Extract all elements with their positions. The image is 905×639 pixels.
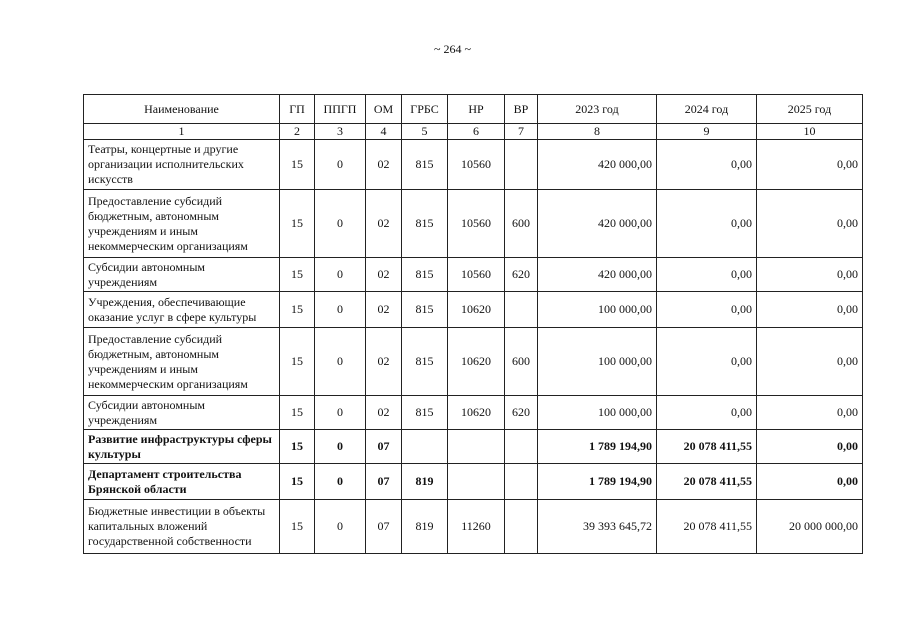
- cell-gp: 15: [280, 190, 315, 258]
- cell-2023: 420 000,00: [538, 190, 657, 258]
- cell-2025: 20 000 000,00: [757, 500, 863, 554]
- cell-grbs: 815: [402, 396, 448, 430]
- table-row: [84, 258, 863, 292]
- table-row: [84, 292, 863, 328]
- cell-grbs: 815: [402, 292, 448, 328]
- cell-nr: 10620: [448, 292, 505, 328]
- cell-2023: 420 000,00: [538, 258, 657, 292]
- cell-2023: 39 393 645,72: [538, 500, 657, 554]
- cell-vr: [505, 430, 538, 464]
- cell-om: 02: [366, 292, 402, 328]
- cell-vr: 620: [505, 258, 538, 292]
- cell-ppgp: 0: [315, 500, 366, 554]
- table-row: [84, 328, 863, 396]
- cell-grbs: [402, 430, 448, 464]
- page-number: ~ 264 ~: [434, 42, 471, 56]
- cell-name: Предоставление субсидий бюджетным, автономным учреждениям и иным некоммерческим организациям: [84, 190, 280, 258]
- cell-ppgp: 0: [315, 258, 366, 292]
- cell-2024: 20 078 411,55: [657, 430, 757, 464]
- cell-grbs: 815: [402, 190, 448, 258]
- cell-name: Департамент строительства Брянской области: [84, 464, 280, 500]
- header-row: [84, 95, 863, 124]
- header-2025: 2025 год: [757, 95, 863, 124]
- table-row: [84, 500, 863, 554]
- column-number-row: [84, 124, 863, 140]
- cell-2024: 0,00: [657, 328, 757, 396]
- cell-nr: 10620: [448, 396, 505, 430]
- column-number: 6: [448, 124, 505, 140]
- cell-ppgp: 0: [315, 292, 366, 328]
- column-number: 7: [505, 124, 538, 140]
- cell-2024: 0,00: [657, 292, 757, 328]
- cell-2024: 0,00: [657, 396, 757, 430]
- cell-2025: 0,00: [757, 292, 863, 328]
- header-nr: НР: [448, 95, 505, 124]
- header-name: Наименование: [84, 95, 280, 124]
- column-number: 4: [366, 124, 402, 140]
- cell-2024: 0,00: [657, 258, 757, 292]
- cell-nr: [448, 464, 505, 500]
- cell-om: 07: [366, 430, 402, 464]
- column-number: 8: [538, 124, 657, 140]
- table-row: [84, 430, 863, 464]
- cell-gp: 15: [280, 500, 315, 554]
- cell-nr: 10620: [448, 328, 505, 396]
- cell-om: 02: [366, 190, 402, 258]
- cell-2025: 0,00: [757, 140, 863, 190]
- cell-name: Субсидии автономным учреждениям: [84, 258, 280, 292]
- cell-gp: 15: [280, 328, 315, 396]
- budget-table: [83, 94, 863, 554]
- column-number: 5: [402, 124, 448, 140]
- cell-name: Театры, концертные и другие организации исполнительских искусств: [84, 140, 280, 190]
- cell-vr: 600: [505, 328, 538, 396]
- cell-2024: 20 078 411,55: [657, 464, 757, 500]
- cell-2025: 0,00: [757, 464, 863, 500]
- cell-2025: 0,00: [757, 190, 863, 258]
- table-row: [84, 464, 863, 500]
- cell-grbs: 815: [402, 258, 448, 292]
- cell-nr: 11260: [448, 500, 505, 554]
- header-om: ОМ: [366, 95, 402, 124]
- cell-om: 02: [366, 396, 402, 430]
- cell-ppgp: 0: [315, 328, 366, 396]
- cell-2023: 1 789 194,90: [538, 464, 657, 500]
- cell-grbs: 819: [402, 500, 448, 554]
- cell-om: 07: [366, 500, 402, 554]
- cell-ppgp: 0: [315, 190, 366, 258]
- cell-gp: 15: [280, 396, 315, 430]
- cell-2024: 0,00: [657, 140, 757, 190]
- cell-grbs: 815: [402, 140, 448, 190]
- header-vr: ВР: [505, 95, 538, 124]
- cell-2023: 100 000,00: [538, 328, 657, 396]
- cell-gp: 15: [280, 464, 315, 500]
- header-2024: 2024 год: [657, 95, 757, 124]
- cell-ppgp: 0: [315, 140, 366, 190]
- cell-2025: 0,00: [757, 396, 863, 430]
- cell-gp: 15: [280, 258, 315, 292]
- cell-vr: 620: [505, 396, 538, 430]
- cell-name: Субсидии автономным учреждениям: [84, 396, 280, 430]
- cell-name: Учреждения, обеспечивающие оказание услуг в сфере культуры: [84, 292, 280, 328]
- cell-ppgp: 0: [315, 396, 366, 430]
- column-number: 9: [657, 124, 757, 140]
- cell-2023: 420 000,00: [538, 140, 657, 190]
- header-grbs: ГРБС: [402, 95, 448, 124]
- cell-grbs: 819: [402, 464, 448, 500]
- cell-vr: [505, 500, 538, 554]
- cell-2023: 100 000,00: [538, 396, 657, 430]
- cell-name: Предоставление субсидий бюджетным, автономным учреждениям и иным некоммерческим организациям: [84, 328, 280, 396]
- cell-name: Бюджетные инвестиции в объекты капитальных вложений государственной собственности: [84, 500, 280, 554]
- cell-2025: 0,00: [757, 258, 863, 292]
- cell-nr: [448, 430, 505, 464]
- cell-nr: 10560: [448, 258, 505, 292]
- table-row: [84, 190, 863, 258]
- cell-2024: 0,00: [657, 190, 757, 258]
- cell-vr: 600: [505, 190, 538, 258]
- table-row: [84, 396, 863, 430]
- cell-2025: 0,00: [757, 430, 863, 464]
- cell-vr: [505, 140, 538, 190]
- cell-nr: 10560: [448, 140, 505, 190]
- cell-gp: 15: [280, 292, 315, 328]
- header-gp: ГП: [280, 95, 315, 124]
- cell-grbs: 815: [402, 328, 448, 396]
- cell-2023: 100 000,00: [538, 292, 657, 328]
- cell-ppgp: 0: [315, 464, 366, 500]
- cell-om: 02: [366, 258, 402, 292]
- cell-vr: [505, 292, 538, 328]
- cell-2023: 1 789 194,90: [538, 430, 657, 464]
- column-number: 1: [84, 124, 280, 140]
- cell-om: 07: [366, 464, 402, 500]
- column-number: 3: [315, 124, 366, 140]
- table-row: [84, 140, 863, 190]
- cell-nr: 10560: [448, 190, 505, 258]
- cell-2025: 0,00: [757, 328, 863, 396]
- cell-name: Развитие инфраструктуры сферы культуры: [84, 430, 280, 464]
- cell-vr: [505, 464, 538, 500]
- cell-om: 02: [366, 328, 402, 396]
- column-number: 2: [280, 124, 315, 140]
- header-ppgp: ППГП: [315, 95, 366, 124]
- cell-gp: 15: [280, 430, 315, 464]
- cell-om: 02: [366, 140, 402, 190]
- header-2023: 2023 год: [538, 95, 657, 124]
- cell-gp: 15: [280, 140, 315, 190]
- cell-2024: 20 078 411,55: [657, 500, 757, 554]
- column-number: 10: [757, 124, 863, 140]
- cell-ppgp: 0: [315, 430, 366, 464]
